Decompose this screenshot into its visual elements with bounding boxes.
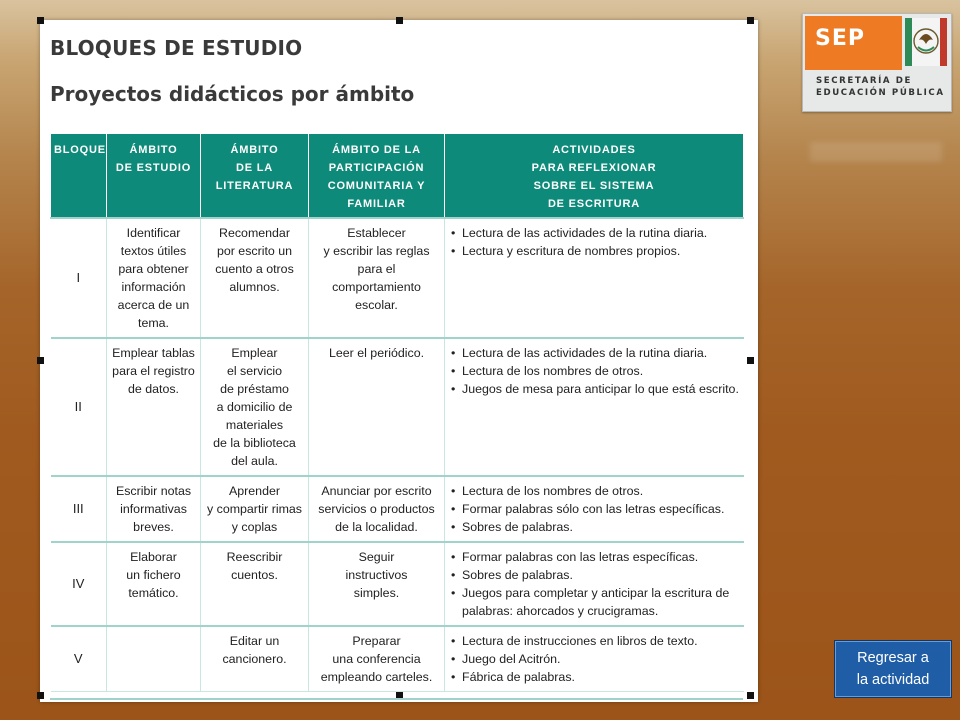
cell-bloque: I	[51, 218, 107, 338]
cell-participacion: Leer el periódico.	[309, 338, 445, 476]
list-item: • Juegos de mesa para anticipar lo que está escrito.	[462, 380, 741, 398]
list-item: • Lectura de instrucciones en libros de texto.	[462, 632, 741, 650]
activities-list	[448, 344, 741, 398]
selection-handle[interactable]	[747, 357, 754, 364]
cell-literatura: Aprender y compartir rimas y coplas	[201, 476, 309, 542]
logo-line-2: EDUCACIÓN PÚBLICA	[816, 88, 945, 98]
logo-sep-text: SEP	[815, 26, 865, 51]
header-ambito-estudio: ÁMBITO DE ESTUDIO	[107, 134, 201, 219]
list-item: • Sobres de palabras.	[462, 518, 741, 536]
table-bottom-rule	[50, 698, 743, 700]
selection-handle[interactable]	[37, 357, 44, 364]
list-item: • Fábrica de palabras.	[462, 668, 741, 686]
table-row	[51, 626, 744, 692]
page-title: BLOQUES DE ESTUDIO	[50, 36, 303, 60]
cell-bloque: IV	[51, 542, 107, 626]
list-item: • Lectura de las actividades de la rutina diaria.	[462, 224, 741, 242]
cell-actividades	[445, 542, 744, 626]
activities-list	[448, 482, 741, 536]
cell-literatura: Reescribir cuentos.	[201, 542, 309, 626]
selection-handle[interactable]	[747, 17, 754, 24]
header-actividades: ACTIVIDADES PARA REFLEXIONAR SOBRE EL SISTEMA DE ESCRITURA	[445, 134, 744, 219]
cell-actividades	[445, 476, 744, 542]
cell-literatura: Emplear el servicio de préstamo a domicilio de materiales de la biblioteca del aula.	[201, 338, 309, 476]
list-item: • Lectura de los nombres de otros.	[462, 482, 741, 500]
projects-table	[50, 133, 744, 692]
cell-participacion: Seguir instructivos simples.	[309, 542, 445, 626]
table-row	[51, 542, 744, 626]
cell-bloque: III	[51, 476, 107, 542]
list-item: • Lectura de las actividades de la rutina diaria.	[462, 344, 741, 362]
cell-estudio: Identificar textos útiles para obtener información acerca de un tema.	[107, 218, 201, 338]
cell-literatura: Editar un cancionero.	[201, 626, 309, 692]
table-header-row	[51, 134, 744, 219]
cell-actividades	[445, 338, 744, 476]
cell-actividades	[445, 626, 744, 692]
activities-list	[448, 548, 741, 620]
table-row	[51, 338, 744, 476]
list-item: • Juegos para completar y anticipar la escritura de palabras: ahorcados y crucigramas.	[462, 584, 741, 620]
mexico-seal-icon	[905, 18, 947, 66]
cell-bloque: II	[51, 338, 107, 476]
list-item: • Lectura de los nombres de otros.	[462, 362, 741, 380]
return-to-activity-button[interactable]: Regresar a la actividad	[834, 640, 952, 698]
list-item: • Lectura y escritura de nombres propios.	[462, 242, 741, 260]
cell-estudio	[107, 626, 201, 692]
selection-handle[interactable]	[747, 692, 754, 699]
page-subtitle: Proyectos didácticos por ámbito	[50, 82, 415, 106]
cell-participacion: Anunciar por escrito servicios o productos de la localidad.	[309, 476, 445, 542]
list-item: • Formar palabras con las letras específicas.	[462, 548, 741, 566]
sep-logo	[802, 13, 952, 112]
list-item: • Juego del Acitrón.	[462, 650, 741, 668]
document-image	[40, 20, 758, 702]
table-row	[51, 476, 744, 542]
header-ambito-participacion: ÁMBITO DE LA PARTICIPACIÓN COMUNITARIA Y FAMILIAR	[309, 134, 445, 219]
cell-estudio: Elaborar un fichero temático.	[107, 542, 201, 626]
cell-actividades	[445, 218, 744, 338]
cell-participacion: Preparar una conferencia empleando carteles.	[309, 626, 445, 692]
cell-estudio: Emplear tablas para el registro de datos.	[107, 338, 201, 476]
cell-literatura: Recomendar por escrito un cuento a otros alumnos.	[201, 218, 309, 338]
selection-handle[interactable]	[37, 17, 44, 24]
logo-reflection	[810, 142, 942, 162]
logo-line-1: SECRETARÍA DE	[816, 76, 912, 86]
selection-handle[interactable]	[37, 692, 44, 699]
list-item: • Sobres de palabras.	[462, 566, 741, 584]
cell-estudio: Escribir notas informativas breves.	[107, 476, 201, 542]
activities-list	[448, 224, 741, 260]
selection-handle[interactable]	[396, 17, 403, 24]
cell-bloque: V	[51, 626, 107, 692]
header-bloque: BLOQUE	[51, 134, 107, 219]
table-row	[51, 218, 744, 338]
header-ambito-literatura: ÁMBITO DE LA LITERATURA	[201, 134, 309, 219]
cell-participacion: Establecer y escribir las reglas para el comportamiento escolar.	[309, 218, 445, 338]
activities-list	[448, 632, 741, 686]
list-item: • Formar palabras sólo con las letras específicas.	[462, 500, 741, 518]
